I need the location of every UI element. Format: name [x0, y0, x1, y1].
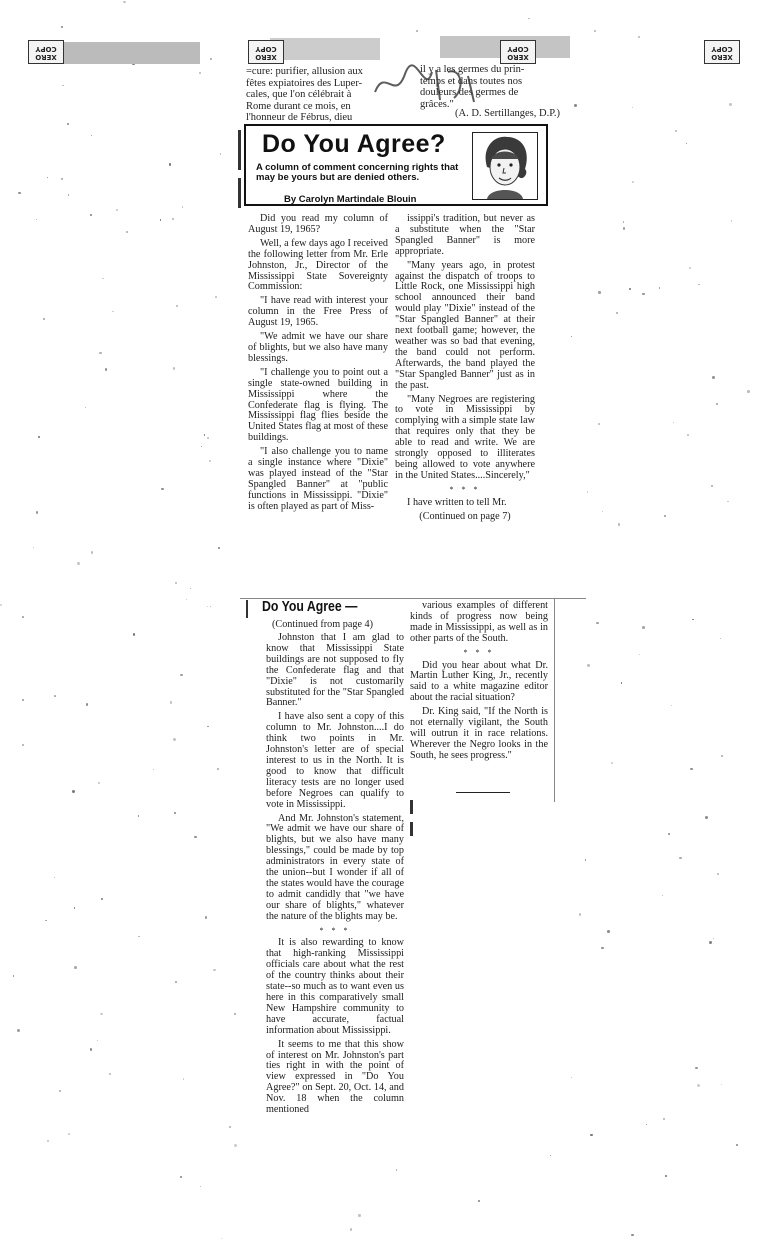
section-divider-stars: * * *: [449, 484, 481, 494]
scan-speck: [174, 812, 176, 814]
margin-mark: [238, 178, 241, 208]
scan-speck: [350, 1228, 352, 1230]
scan-speck: [38, 436, 40, 438]
scan-speck: [668, 833, 670, 835]
scan-speck: [579, 913, 581, 915]
scan-speck: [686, 143, 688, 145]
scan-speck: [17, 1029, 20, 1032]
scan-speck: [692, 619, 694, 621]
scan-speck: [662, 895, 663, 896]
scan-speck: [100, 1013, 102, 1015]
scan-speck: [731, 220, 732, 221]
scan-speck: [713, 938, 714, 939]
scan-speck: [173, 367, 176, 370]
clipping-border: [240, 210, 586, 599]
scan-speck: [97, 1040, 99, 1042]
scan-speck: [629, 288, 630, 289]
scan-speck: [201, 446, 202, 447]
scan-speck: [234, 1013, 236, 1015]
scan-speck: [54, 695, 56, 697]
scan-speck: [229, 1126, 231, 1128]
scan-speck: [665, 1175, 667, 1177]
scan-speck: [36, 219, 37, 220]
scan-speck: [170, 701, 172, 703]
scan-speck: [631, 1234, 634, 1237]
scan-speck: [207, 726, 208, 727]
continued-from-label: (Continued from page 4): [272, 619, 373, 630]
scan-speck: [590, 1134, 592, 1136]
scan-speck: [61, 26, 63, 28]
column-subtitle: A column of comment concerning rights that may be yours but are denied others.: [256, 162, 459, 183]
scan-speck: [116, 209, 118, 211]
scan-speck: [72, 790, 75, 793]
scan-speck: [663, 1118, 666, 1121]
scan-speck: [59, 1090, 61, 1092]
scan-speck: [705, 816, 708, 819]
scan-speck: [186, 599, 187, 600]
scan-speck: [102, 278, 104, 280]
article-column-1: Did you read my column of August 19, 1965? Well, a few days ago I received the following letter from Mr. Erle Johnston, Jr., Director of the Mississippi State Sovereignty Commission: "I have read with interest your column in the Free Press of August 19, 1965. "We admit we have our share of blights, but we also have many blessings. "I challenge you to point out a single state-owned building in Mississippi where the Confederate flag is flying. The Mississippi flag flies beside the United States flag at most of these buildings. "I also challenge you to name a single instance where "Dixie" was played instead of the "Star Spangled Banner" at "public functions in Mississippi. "Dixie" is often played as part of Miss-: [248, 213, 388, 512]
scan-speck: [639, 654, 640, 655]
scan-speck: [138, 936, 139, 937]
scan-speck: [215, 296, 217, 298]
scan-speck: [45, 920, 47, 922]
column-byline: By Carolyn Martindale Blouin: [284, 194, 417, 205]
scan-speck: [720, 638, 721, 639]
scan-speck: [234, 1144, 237, 1147]
clipping-border-2: [404, 598, 555, 802]
scan-speck: [747, 390, 750, 393]
scan-speck: [153, 769, 154, 770]
scan-speck: [99, 352, 101, 354]
scan-speck: [213, 969, 215, 971]
column-header-box: [244, 124, 548, 206]
scan-speck: [43, 318, 45, 320]
scan-speck: [690, 768, 693, 771]
article-column-4: various examples of different kinds of progress now being made in Mississippi, as well as in other parts of the South. * * * Did you hear about what Dr. Martin Luther King, Jr., recently said to a white magazine editor about the racial situation? Dr. King said, "If the North is not eternally vigilant, the South will outrun it in race relations. Wherever the Negro looks in the South, he sees progress.": [410, 600, 548, 761]
margin-mark: [410, 822, 413, 836]
xerox-stamp-center-right: XERO COPY: [500, 40, 536, 64]
scan-speck: [697, 1084, 700, 1087]
scan-speck: [689, 267, 691, 269]
scan-speck: [205, 916, 207, 918]
scan-speck: [138, 815, 139, 816]
french-fragment-left: =cure: purifier, allusion aux fêtes expiatoires des Luper- cales, que l'on célébrait à Rome durant ce mois, en l'honneur de Fébrus, dieu: [246, 66, 363, 123]
french-fragment-attribution: (A. D. Sertillanges, D.P.): [455, 108, 560, 119]
scan-speck: [160, 219, 162, 221]
scan-speck: [638, 36, 640, 38]
scan-speck: [712, 376, 715, 379]
scan-speck: [207, 606, 209, 608]
scan-speck: [98, 782, 100, 784]
scan-speck: [623, 221, 625, 223]
scan-speck: [200, 1186, 201, 1187]
scan-speck: [210, 606, 211, 607]
scan-speck: [62, 85, 63, 86]
scan-speck: [105, 368, 107, 370]
scan-speck: [217, 768, 219, 770]
scan-speck: [717, 873, 719, 875]
scan-speck: [13, 975, 15, 977]
scan-speck: [632, 181, 634, 183]
scan-speck: [194, 836, 196, 838]
scan-speck: [101, 898, 103, 900]
scan-speck: [54, 877, 55, 878]
scan-speck: [601, 947, 604, 950]
scan-speck: [673, 422, 675, 424]
scan-speck: [596, 622, 599, 625]
continued-on-label: (Continued on page 7): [419, 510, 511, 522]
section-divider-stars: * * *: [463, 647, 495, 657]
scan-speck: [736, 1144, 738, 1146]
scan-speck: [571, 1077, 572, 1078]
scan-speck: [74, 907, 76, 909]
scan-speck: [67, 123, 69, 125]
scan-speck: [550, 1155, 551, 1156]
scan-speck: [632, 107, 633, 108]
scan-speck: [33, 547, 35, 549]
xerox-stamp-center: XERO COPY: [248, 40, 284, 64]
scan-speck: [90, 1048, 93, 1051]
xerox-stamp-right: XERO COPY: [704, 40, 740, 64]
scan-speck: [711, 485, 713, 487]
scan-speck: [716, 403, 718, 405]
scan-speck: [173, 738, 176, 741]
scan-speck: [109, 1073, 111, 1075]
scan-speck: [621, 682, 622, 683]
scan-speck: [36, 511, 38, 513]
scan-speck: [47, 1140, 50, 1143]
scan-speck: [616, 312, 618, 314]
scan-speck: [695, 1067, 697, 1069]
scan-speck: [182, 206, 183, 207]
scan-speck: [175, 582, 178, 585]
scan-speck: [209, 460, 211, 462]
scan-speck: [207, 437, 209, 439]
scan-speck: [611, 762, 613, 764]
scan-speck: [169, 163, 172, 166]
scan-speck: [709, 941, 712, 944]
scan-speck: [18, 192, 20, 194]
scan-speck: [478, 1200, 480, 1202]
scan-speck: [86, 703, 89, 706]
scan-speck: [218, 547, 220, 549]
margin-mark: [238, 130, 241, 170]
scan-speck: [598, 423, 600, 425]
scan-speck: [664, 515, 666, 517]
scan-speck: [183, 1078, 184, 1079]
scan-speck: [721, 755, 723, 757]
scan-speck: [358, 1214, 361, 1217]
scan-speck: [675, 130, 677, 132]
scan-speck: [176, 305, 178, 307]
scan-speck: [199, 72, 202, 75]
scan-speck: [91, 551, 94, 554]
scan-speck: [61, 178, 62, 179]
scan-speck: [623, 227, 625, 229]
scan-speck: [416, 30, 418, 32]
scan-speck: [602, 511, 603, 512]
french-fragment-right: il y a les germes du prin- temps et dans toutes nos douleurs des germes de grâces.": [420, 64, 525, 110]
scan-speck: [594, 30, 596, 32]
scan-speck: [587, 491, 588, 492]
scan-speck: [180, 1176, 181, 1177]
scan-speck: [68, 1133, 70, 1135]
author-portrait: [472, 132, 538, 200]
scan-speck: [85, 407, 86, 408]
scan-speck: [698, 284, 700, 286]
scan-speck: [671, 705, 672, 706]
scan-speck: [91, 135, 92, 136]
scan-speck: [598, 291, 600, 293]
scan-speck: [396, 1169, 397, 1170]
scan-speck: [221, 1238, 222, 1239]
scan-speck: [210, 58, 213, 61]
scan-speck: [112, 311, 114, 313]
scan-speck: [22, 616, 24, 618]
scan-speck: [172, 218, 174, 220]
scan-strip-center: [270, 38, 380, 60]
scan-speck: [642, 626, 645, 629]
scan-strip-left: [60, 42, 200, 64]
section-divider-stars: * * *: [319, 925, 351, 935]
scan-speck: [47, 177, 49, 179]
scan-speck: [729, 103, 732, 106]
scan-speck: [0, 604, 2, 606]
scan-speck: [161, 488, 163, 490]
scan-speck: [22, 744, 24, 746]
scan-speck: [528, 18, 529, 19]
scan-speck: [659, 287, 660, 288]
margin-mark: [246, 600, 248, 618]
scan-speck: [646, 1124, 647, 1125]
continued-heading: Do You Agree —: [262, 598, 358, 615]
column-title: Do You Agree?: [262, 130, 446, 158]
scan-speck: [180, 674, 182, 676]
scan-speck: [727, 501, 728, 502]
scan-speck: [204, 434, 205, 435]
scan-speck: [74, 966, 77, 969]
scan-speck: [220, 153, 221, 154]
scan-speck: [22, 699, 24, 701]
scan-speck: [679, 857, 682, 860]
scan-speck: [585, 859, 586, 860]
scan-speck: [123, 1, 125, 3]
scan-speck: [68, 194, 69, 195]
article-column-2: issippi's tradition, but never as a substitute when the "Star Spangled Banner" is more appropriate. "Many years ago, in protest against the dispatch of troops to Little Rock, one Mississippi high school announced their band would play "Dixie" instead of the "Star Spangled Banner" at their next football game; however, the weather was so bad that evening, the band could not perform. Afterwards, the band played the "Star Spangled Banner" just as in the past. "Many Negroes are registering to vote in Mississippi by complying with a simple state law that requires only that they be able to read and write. We are strongly opposed to illiterates being allowed to vote anywhere in the United States....Sincerely," * * * I have written to tell Mr. (Continued on page 7): [395, 213, 535, 522]
scan-speck: [175, 981, 177, 983]
scan-speck: [618, 523, 620, 525]
scan-speck: [190, 588, 191, 589]
scan-speck: [574, 104, 577, 107]
handwritten-scribble: [370, 62, 480, 112]
scan-speck: [90, 214, 92, 216]
xerox-stamp-left: XERO COPY: [28, 40, 64, 64]
scan-speck: [687, 434, 689, 436]
scan-speck: [587, 664, 589, 666]
scan-speck: [126, 231, 128, 233]
scan-speck: [77, 562, 80, 565]
scan-speck: [133, 633, 136, 636]
scan-speck: [642, 293, 645, 296]
scan-speck: [607, 930, 610, 933]
article-column-3: Johnston that I am glad to know that Mississippi State buildings are not supposed to fly the Confederate flag and that "Dixie" is not customarily substituted for the "Star Spangled Banner." I have also sent a copy of this column to Mr. Johnston....I do think two points in Mr. Johnston's letter are of special interest to us in the North. It is good to know that difficult literacy tests are no longer used before Negroes can qualify to vote in Mississippi. And Mr. Johnston's statement, "We admit we have our share of blights, but we also have many blessings," could be made by top administrators in every state of the union--but I wonder if all of the states would have the courage to admit candidly that "we have our share of blights," whatever the nature of the blights may be. * * * It is also rewarding to know that high-ranking Mississippi officials care about what the rest of the country thinks about their state--so much as to want even us here in this comparatively small New Hampshire community to have accurate, factual information about Mississippi. It seems to me that this show of interest on Mr. Johnston's part ties right in with the point of view expressed in "Do You Agree?" on Sept. 20, Oct. 14, and Nov. 18 when the column mentioned: [266, 632, 404, 1116]
margin-mark: [410, 800, 413, 814]
scan-speck: [721, 1084, 722, 1085]
